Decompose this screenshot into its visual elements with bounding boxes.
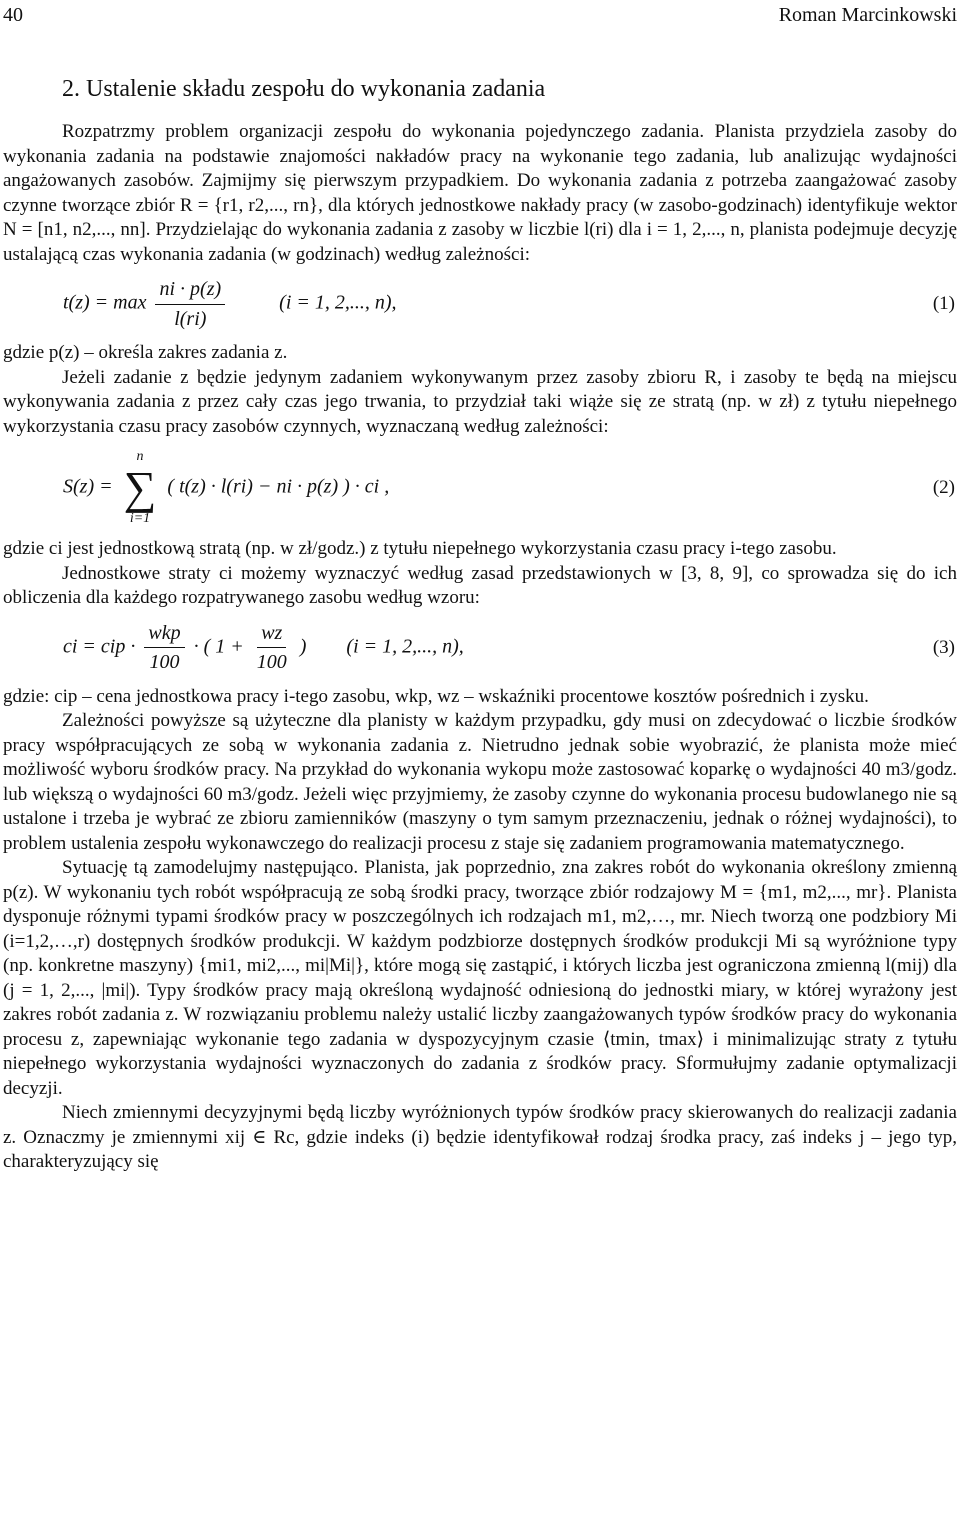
paragraph-2: gdzie p(z) – określa zakres zadania z. xyxy=(3,342,288,363)
eq2-body: ( t(z) · l(ri) − ni · p(z) ) · ci , xyxy=(167,475,390,498)
eq1-lhs: t(z) = max xyxy=(63,291,147,314)
eq3-frac1-denominator: 100 xyxy=(149,651,180,673)
eq3-fraction-2 xyxy=(253,621,291,675)
eq3-lhs: ci = cip · xyxy=(63,635,136,658)
page-number: 40 xyxy=(3,4,23,26)
paragraph-3: Jeżeli zadanie z będzie jedynym zadaniem wykonywanym przez zasoby zbioru R, i zasoby te będą na miejscu wykonywania zadania z przez cały czas jego trwania, to przydział taki wiąże się ze stratą (np. w zł) z tytułu niepełnego wykorzystania czasu pracy zasobów czynnych, wyznaczaną według zależności: xyxy=(3,366,957,437)
eq2-sum-upper: n xyxy=(136,449,144,464)
running-head-author: Roman Marcinkowski xyxy=(778,4,957,26)
equation-3 xyxy=(3,621,957,675)
eq1-condition: (i = 1, 2,..., n), xyxy=(279,291,397,314)
eq3-mid: · ( 1 + xyxy=(193,635,244,658)
body-text xyxy=(3,120,957,1175)
eq3-frac1-numerator: wkp xyxy=(144,621,184,649)
paragraph-7: Zależności powyższe są użyteczne dla planisty w każdym przypadku, gdy musi on zdecydować o liczbie środków pracy współpracujących ze sobą w wykonania zadania z. Nietrudno jednak sobie wyobrazić, że planista może mieć możliwość wyboru środków pracy. Na przykład do wykonania wykopu może zastosować koparkę o wydajności 40 m3/godz. lub większą o wydajności 60 m3/godz. Jeżeli więc przyjmiemy, że zasoby czynne do wykonania procesu budowlanego nie są ustalone i trzeba je wybrać ze zbioru zamienników (maszyny o tym samym przeznaczeniu, jednak o różnej wydajności), to problem ustalenia zespołu wykonawczego do realizacji procesu z staje się zadaniem programowania matematycznego. xyxy=(3,710,957,854)
eq3-number: (3) xyxy=(932,636,955,658)
eq2-sum-lower: i=1 xyxy=(129,511,151,526)
eq3-frac2-denominator: 100 xyxy=(256,651,287,673)
paragraph-4: gdzie ci jest jednostkową stratą (np. w zł/godz.) z tytułu niepełnego wykorzystania czasu pracy i-tego zasobu. xyxy=(3,538,837,559)
paragraph-8: Sytuację tą zamodelujmy następująco. Planista, jak poprzednio, zna zakres robót do wykonania określony zmienną p(z). W wykonaniu tych robót współpracują ze sobą środki pracy, tworzące zbiór rodzajowy M = {m1, m2,..., mr}. Planista dysponuje różnymi typami środków pracy w poszczególnych ich rodzajach m1, m2,…, mr. Niech tworzą one podzbiory Mi (i=1,2,…,r) dostępnych środków produkcji. W każdym podzbiorze dostępnych środków produkcji Mi są wyróżnione typy (np. konkretne maszyny) {mi1, mi2,..., mi|Mi|}, które mogą się zastąpić, i których liczba jest ograniczona zmienną l(mij) dla (j = 1, 2,..., |mi|). Typy środków pracy mają określoną wydajność odniesioną do jednostki miary, w której wyrażony jest zakres robót zadania z. W rozwiązaniu problemu należy ustalić liczby zaangażowanych typów środków pracy do wykonania procesu z, zapewniając wykonanie tego zadania w dyspozycyjnym czasie ⟨tmin, tmax⟩ i minimalizując straty z tytułu niepełnego wykorzystania wydajności wyznaczonych do zadania z środków pracy. Sformułujmy zadanie optymalizacji decyzji. xyxy=(3,857,957,1099)
equation-1 xyxy=(3,277,957,331)
paragraph-5: Jednostkowe straty ci możemy wyznaczyć według zasad przedstawionych w [3, 8, 9], co sprowadza się do ich obliczenia dla każdego rozpatrywanego zasobu według wzoru: xyxy=(3,562,957,608)
eq3-frac2-numerator: wz xyxy=(257,621,286,649)
sum-sign-icon: ∑ xyxy=(123,462,157,513)
eq3-tail: ) xyxy=(299,635,307,658)
eq1-number: (1) xyxy=(932,292,955,314)
eq1-numerator: ni · p(z) xyxy=(155,277,225,305)
paragraph-9: Niech zmiennymi decyzyjnymi będą liczby wyróżnionych typów środków pracy skierowanych do realizacji zadania z. Oznaczmy je zmiennymi xij ∈ Rc, gdzie indeks (i) będzie identyfikował rodzaj środka pracy, zaś indeks j – jego typ, charakteryzujący się xyxy=(3,1102,957,1172)
eq2-sum xyxy=(124,449,157,527)
paragraph-6: gdzie: cip – cena jednostkowa pracy i-tego zasobu, wkp, wz – wskaźniki procentowe kosztów pośrednich i zysku. xyxy=(3,685,869,707)
eq1-denominator: l(ri) xyxy=(174,307,207,330)
paragraph-1: Rozpatrzmy problem organizacji zespołu do wykonania pojedynczego zadania. Planista przydziela zasoby do wykonania zadania na podstawie znajomości nakładów pracy na wykonanie tego zadania, lub analizując wydajności angażowanych zasobów. Zajmijmy się pierwszym przypadkiem. Do wykonania zadania z potrzeba zaangażować zasoby czynne tworzące zbiór R = {r1, r2,..., rn}, dla których jednostkowe nakłady pracy (w zasobo-godzinach) identyfikuje wektor N = [n1, n2,..., nn]. Przydzielając do wykonania zadania z zasoby w liczbie l(ri) dla i = 1, 2,..., n, planista podejmuje decyzję ustalającą czas wykonania zadania (w godzinach) według zależności: xyxy=(3,121,957,265)
equation-2 xyxy=(3,449,957,527)
page-header xyxy=(3,4,957,32)
eq3-fraction-1 xyxy=(144,621,184,675)
eq2-lhs: S(z) = xyxy=(63,475,113,498)
eq1-fraction xyxy=(155,277,225,331)
section-title: 2. Ustalenie składu zespołu do wykonania zadania xyxy=(62,76,546,102)
eq3-condition: (i = 1, 2,..., n), xyxy=(346,635,464,658)
eq2-number: (2) xyxy=(932,476,955,498)
